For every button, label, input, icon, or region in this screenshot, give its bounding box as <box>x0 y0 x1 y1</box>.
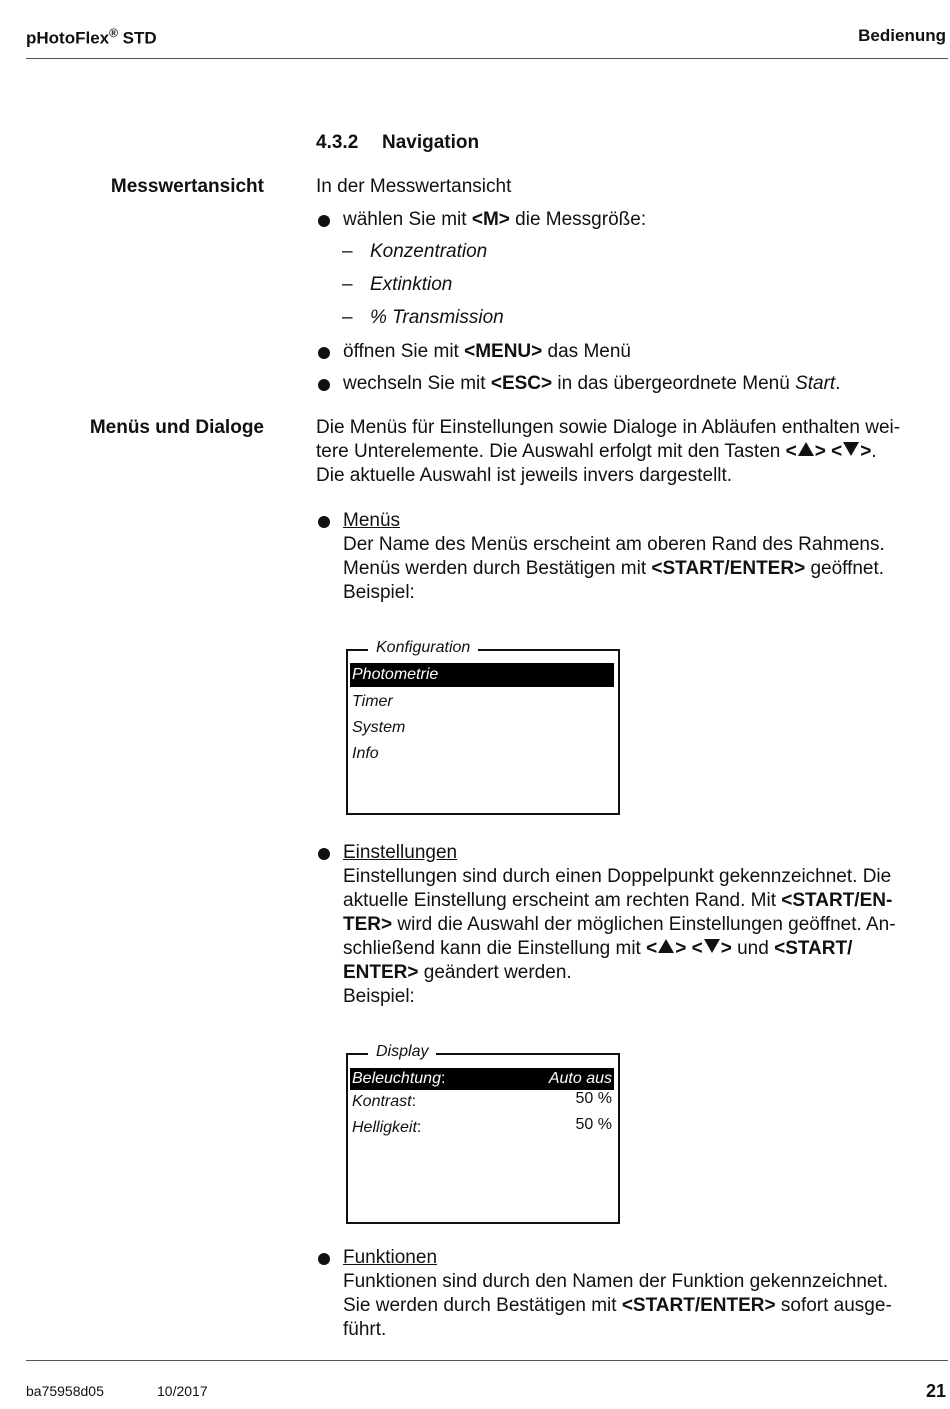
header-rule <box>26 58 948 59</box>
menu-item-system[interactable]: System <box>352 719 406 736</box>
arrow-down-icon <box>843 442 859 456</box>
einstellungen-block: Einstellungen Einstellungen sind durch einen Doppelpunkt gekennzeichnet. Die aktuelle Einstellung erscheint am rechten Rand. Mit <START/EN- TER> wird die Auswahl der möglichen Einstellungen geöffnet. An- schließend kann die Einstellung mit < > < > und <START/ ENTER> geändert werden. Beispiel: <box>343 841 943 1009</box>
bullet-dot <box>318 848 330 860</box>
footer-doc-id: ba75958d05 <box>26 1383 104 1399</box>
screen-display <box>346 1043 620 1224</box>
bullet-dot <box>318 379 330 391</box>
section-title-text: Navigation <box>382 132 480 153</box>
bullet-dot <box>318 1253 330 1265</box>
arrow-down-icon <box>704 939 720 953</box>
section-number: 4.3.2 <box>316 132 359 153</box>
menu-item-timer[interactable]: Timer <box>352 693 393 710</box>
setting-row-beleuchtung[interactable]: Beleuchtung: Auto aus <box>350 1068 614 1090</box>
footer-date: 10/2017 <box>157 1383 208 1399</box>
menus-block: Menüs Der Name des Menüs erscheint am oberen Rand des Rahmens. Menüs werden durch Bestätigen mit <START/ENTER> geöffnet. Beispiel: <box>343 509 943 605</box>
header-product: pHotoFlex® STD <box>26 26 157 48</box>
arrow-up-icon <box>658 939 674 953</box>
footer-rule <box>26 1360 948 1361</box>
section-title <box>316 132 479 154</box>
setting-value: Auto aus <box>548 1070 612 1087</box>
option-konzentration: – Konzentration <box>342 241 488 262</box>
menu-item-photometrie[interactable]: Photometrie <box>350 663 614 687</box>
setting-value: 50 % <box>575 1116 612 1133</box>
menues-paragraph: Die Menüs für Einstellungen sowie Dialoge in Abläufen enthalten wei- tere Unterelemente. Die Auswahl erfolgt mit den Tasten < > < >. Die aktuelle Auswahl ist jeweils invers dargestellt. <box>316 417 901 486</box>
setting-row-helligkeit[interactable]: Helligkeit: 50 % <box>350 1116 614 1140</box>
einstellungen-heading: Einstellungen <box>343 842 458 863</box>
page-number: 21 <box>925 1381 946 1401</box>
screen-title: Konfiguration <box>368 639 478 657</box>
option-extinktion: – Extinktion <box>342 274 453 295</box>
setting-row-kontrast[interactable]: Kontrast: 50 % <box>350 1090 614 1114</box>
side-label-menues: Menüs und Dialoge <box>89 417 264 438</box>
arrow-up-icon <box>798 442 814 456</box>
option-transmission: – % Transmission <box>342 307 504 328</box>
screen-konfiguration <box>346 639 620 815</box>
header-section: Bedienung <box>858 26 946 45</box>
menus-heading: Menüs <box>343 510 401 531</box>
menu-item-info[interactable]: Info <box>352 745 379 762</box>
setting-value: 50 % <box>575 1090 612 1107</box>
funktionen-heading: Funktionen <box>343 1247 438 1268</box>
registered-mark: ® <box>109 26 118 40</box>
side-label-messwert: Messwertansicht <box>110 176 264 197</box>
bullet-dot <box>318 215 330 227</box>
screen-title: Display <box>368 1043 436 1061</box>
bullet-dot <box>318 516 330 528</box>
bullet-dot <box>318 347 330 359</box>
messwert-intro: In der Messwertansicht <box>316 176 512 197</box>
funktionen-block: Funktionen Funktionen sind durch den Namen der Funktion gekennzeichnet. Sie werden durch Bestätigen mit <START/ENTER> sofort ausge- führt. <box>343 1246 943 1342</box>
